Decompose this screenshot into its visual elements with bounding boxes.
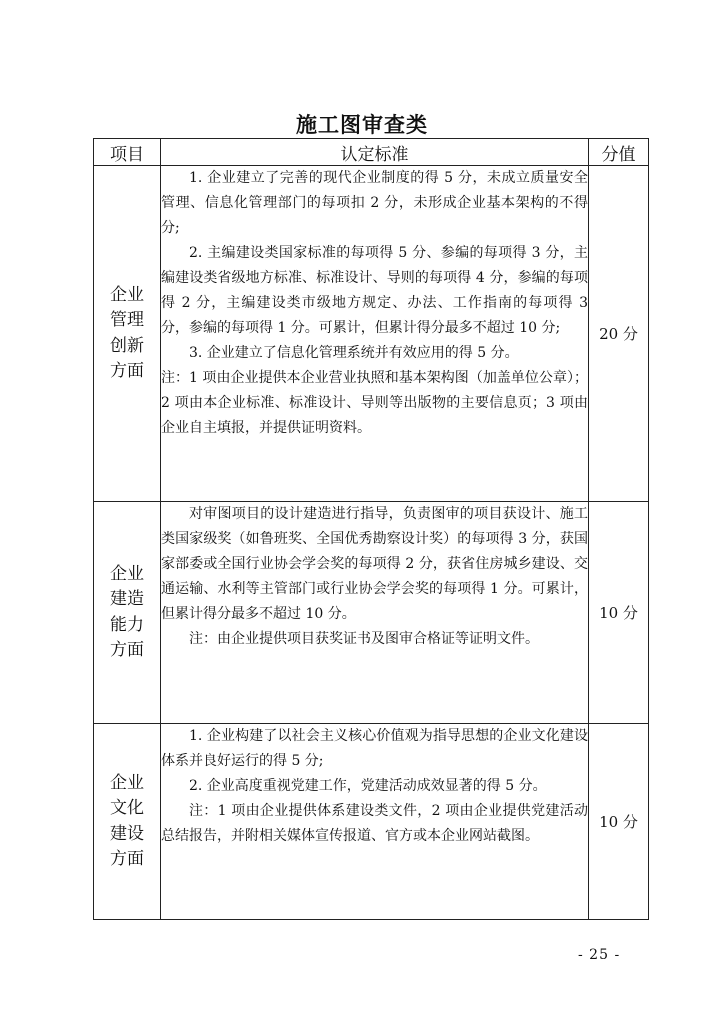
criteria-paragraph: 2. 企业高度重视党建工作，党建活动成效显著的得 5 分。 bbox=[189, 778, 547, 794]
header-score: 分值 bbox=[589, 139, 649, 166]
item-label-line: 方面 bbox=[110, 640, 144, 660]
table-row bbox=[94, 166, 649, 502]
header-item: 项目 bbox=[94, 139, 161, 166]
row-item-label bbox=[94, 166, 161, 502]
criteria-paragraph: 注：由企业提供项目获奖证书及图审合格证等证明文件。 bbox=[189, 631, 539, 647]
criteria-paragraph: 2. 主编建设类国家标准的每项得 5 分、参编的每项得 3 分，主编建设类省级地方标准、标准设计、导则的每项得 4 分，参编的每项得 2 分，主编建设类市级地方规定、办法、工作指南的每项得 3 分，参编的每项得 1 分。可累计，但累计得分最多不超过 10 分; bbox=[161, 245, 588, 336]
criteria-note: 注：1 项由企业提供本企业营业执照和基本架构图（加盖单位公章）；2 项由本企业标准、标准设计、导则等出版物的主要信息页；3 项由企业自主填报，并提供证明资料。 bbox=[161, 370, 588, 436]
table-header-row bbox=[94, 139, 649, 166]
criteria-paragraph: 3. 企业建立了信息化管理系统并有效应用的得 5 分。 bbox=[189, 345, 519, 361]
page-number: - 25 - bbox=[578, 947, 621, 963]
item-label-line: 管理 bbox=[110, 310, 144, 330]
item-label-line: 方面 bbox=[110, 361, 144, 381]
item-label-line: 企业 bbox=[110, 772, 144, 793]
row-criteria bbox=[161, 724, 589, 920]
criteria-table bbox=[93, 138, 649, 920]
item-label-line: 企业 bbox=[110, 284, 144, 305]
row-criteria bbox=[161, 166, 589, 502]
row-item-label bbox=[94, 724, 161, 920]
item-label-line: 企业 bbox=[110, 563, 144, 584]
header-criteria: 认定标准 bbox=[161, 139, 589, 166]
criteria-paragraph: 1. 企业构建了以社会主义核心价值观为指导思想的企业文化建设体系并良好运行的得 5 分; bbox=[161, 728, 588, 769]
item-label-line: 建造 bbox=[110, 589, 144, 609]
row-criteria bbox=[161, 502, 589, 724]
item-label-line: 文化 bbox=[110, 798, 144, 818]
row-score: 20 分 bbox=[589, 166, 649, 502]
criteria-paragraph: 对审图项目的设计建造进行指导，负责图审的项目获设计、施工类国家级奖（如鲁班奖、全国优秀勘察设计奖）的每项得 3 分，获国家部委或全国行业协会学会奖的每项得 2 分，获省住房城乡建设、交通运输、水利等主管部门或行业协会学会奖的每项得 1 分。可累计，但累计得分最多不超过 10 分。 bbox=[161, 506, 588, 622]
row-score: 10 分 bbox=[589, 724, 649, 920]
item-label-line: 能力 bbox=[110, 614, 144, 635]
table-row bbox=[94, 724, 649, 920]
row-item-label bbox=[94, 502, 161, 724]
criteria-paragraph: 1. 企业建立了完善的现代企业制度的得 5 分，未成立质量安全管理、信息化管理部门的每项扣 2 分，未形成企业基本架构的不得分; bbox=[161, 170, 588, 236]
page-title: 施工图审查类 bbox=[296, 112, 428, 137]
criteria-paragraph: 注：1 项由企业提供体系建设类文件，2 项由企业提供党建活动总结报告，并附相关媒体宣传报道、官方或本企业网站截图。 bbox=[161, 803, 588, 844]
item-label-line: 建设 bbox=[110, 823, 144, 844]
item-label-line: 方面 bbox=[110, 849, 144, 869]
row-score: 10 分 bbox=[589, 502, 649, 724]
table-row bbox=[94, 502, 649, 724]
item-label-line: 创新 bbox=[110, 335, 144, 356]
